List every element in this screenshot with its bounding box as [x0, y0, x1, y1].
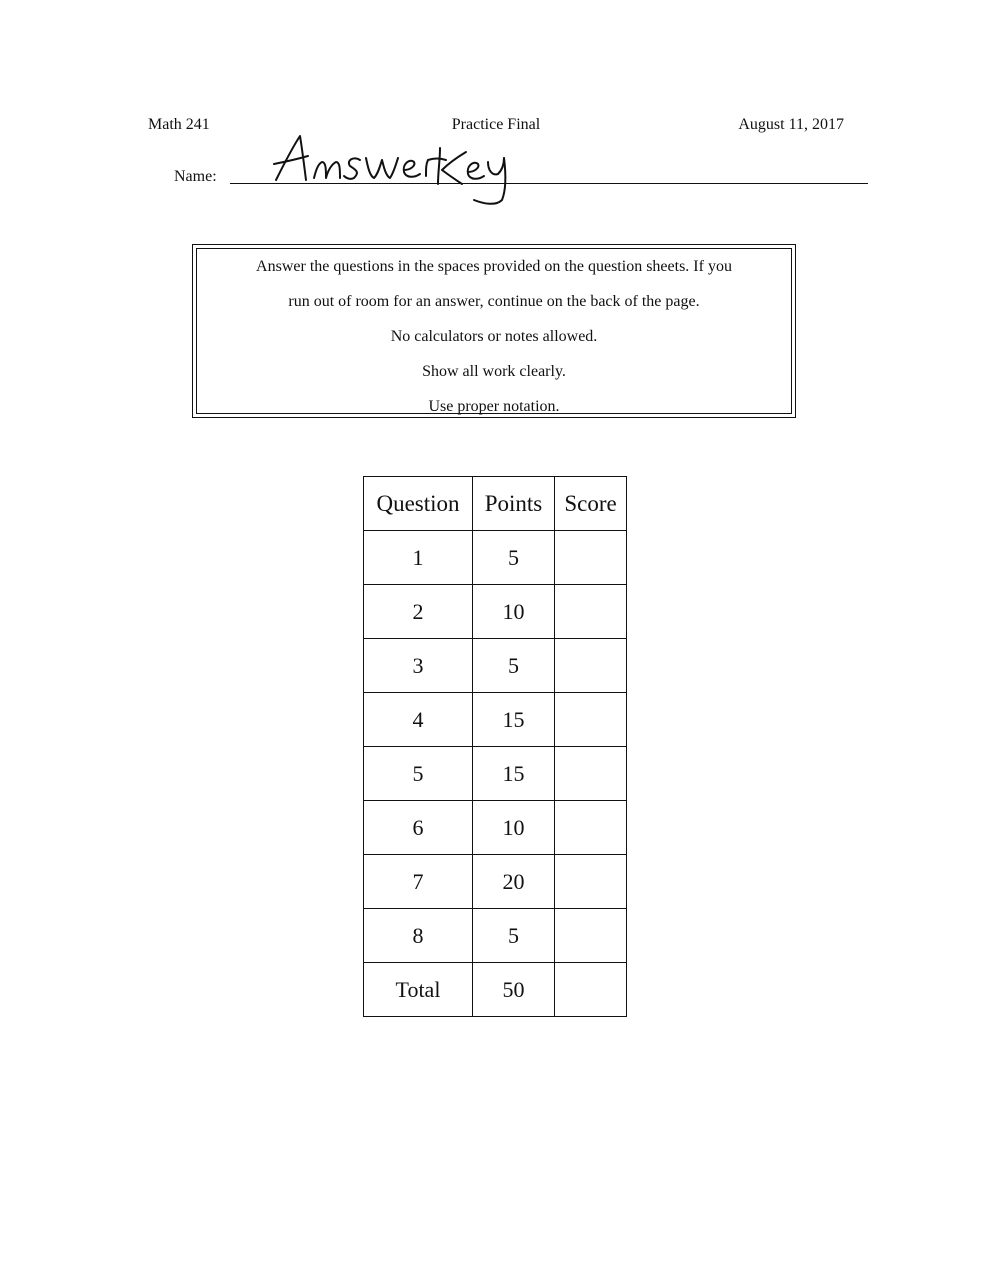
question-points: 15 — [473, 747, 555, 801]
total-label: Total — [364, 963, 473, 1017]
question-number: 2 — [364, 585, 473, 639]
instruction-line: No calculators or notes allowed. — [390, 328, 598, 345]
question-number: 6 — [364, 801, 473, 855]
score-cell — [555, 531, 627, 585]
score-cell — [555, 855, 627, 909]
instructions-box — [192, 244, 796, 418]
total-points: 50 — [473, 963, 555, 1017]
exam-title: Practice Final — [451, 116, 541, 133]
question-number: 7 — [364, 855, 473, 909]
question-points: 5 — [473, 909, 555, 963]
table-header-row — [364, 477, 627, 531]
question-number: 3 — [364, 639, 473, 693]
course-name: Math 241 — [148, 116, 210, 133]
column-header-points: Points — [473, 477, 555, 531]
name-label: Name: — [174, 168, 217, 185]
question-points: 5 — [473, 531, 555, 585]
total-score-cell — [555, 963, 627, 1017]
instruction-line: Show all work clearly. — [422, 363, 566, 380]
column-header-question: Question — [364, 477, 473, 531]
question-number: 1 — [364, 531, 473, 585]
score-cell — [555, 585, 627, 639]
instruction-line: Answer the questions in the spaces provided on the question sheets. If you — [256, 258, 732, 275]
question-points: 10 — [473, 801, 555, 855]
table-row — [364, 801, 627, 855]
exam-date: August 11, 2017 — [738, 116, 844, 133]
name-row — [174, 130, 874, 200]
instruction-line: Use proper notation. — [428, 398, 560, 415]
score-cell — [555, 693, 627, 747]
table-total-row — [364, 963, 627, 1017]
instruction-line: run out of room for an answer, continue on the back of the page. — [288, 293, 700, 310]
question-points: 15 — [473, 693, 555, 747]
question-number: 8 — [364, 909, 473, 963]
score-table — [363, 476, 627, 1017]
table-row — [364, 531, 627, 585]
instructions-inner-frame — [196, 248, 792, 414]
table-row — [364, 855, 627, 909]
question-points: 20 — [473, 855, 555, 909]
score-cell — [555, 909, 627, 963]
table-row — [364, 909, 627, 963]
question-number: 4 — [364, 693, 473, 747]
table-row — [364, 747, 627, 801]
question-number: 5 — [364, 747, 473, 801]
question-points: 10 — [473, 585, 555, 639]
score-cell — [555, 747, 627, 801]
handwritten-answer-key-signature — [270, 130, 530, 210]
table-row — [364, 639, 627, 693]
question-points: 5 — [473, 639, 555, 693]
score-cell — [555, 639, 627, 693]
table-row — [364, 693, 627, 747]
score-cell — [555, 801, 627, 855]
column-header-score: Score — [555, 477, 627, 531]
table-row — [364, 585, 627, 639]
